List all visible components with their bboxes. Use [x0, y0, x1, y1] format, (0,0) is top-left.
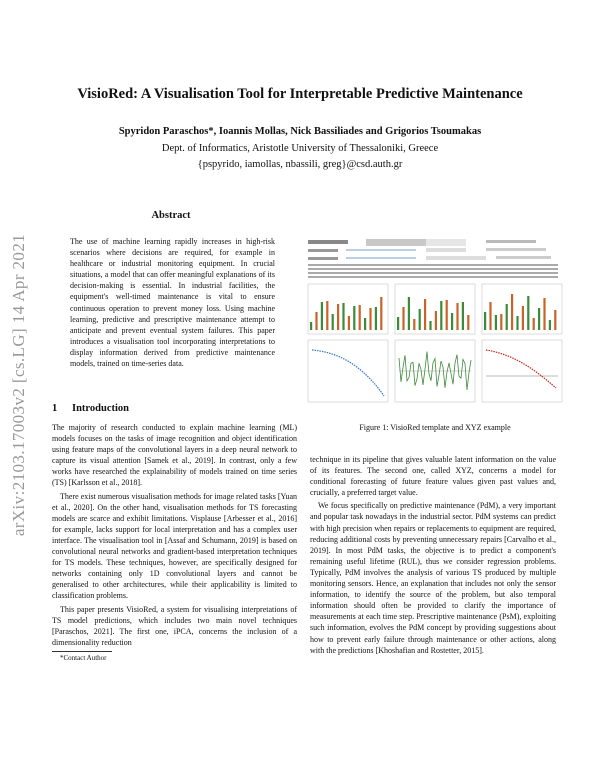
- right-column-body: [310, 454, 556, 658]
- figure-bar: [419, 309, 421, 330]
- figure-bar: [332, 314, 334, 330]
- figure-bar: [408, 297, 410, 330]
- figure-bar: [527, 296, 529, 330]
- paragraph: technique in its pipeline that gives valuable latent information on the value of its features. The second one, called XYZ, concerns a model for conditional forecasting of future feature values given past values and, crucially, a preferred target value.: [310, 455, 556, 498]
- figure-bar: [543, 298, 545, 330]
- figure-bar: [337, 304, 339, 330]
- figure-bar: [359, 305, 361, 330]
- figure-bar: [315, 312, 317, 330]
- figure-bar: [456, 303, 458, 330]
- figure-bar: [462, 302, 464, 330]
- figure-bar: [440, 301, 442, 330]
- figure-bar: [451, 313, 453, 330]
- figure-line-panels: [308, 340, 562, 402]
- figure-bar: [353, 306, 355, 330]
- abstract-text: The use of machine learning rapidly increases in high-risk scenarios where decisions are required, for example in healthcare or industrial monitoring equipment. In crucial situations, a model that can offer meaningful explanations of its decision-making is essential. In industrial facilities, the equipment's well-timed maintenance is vital to ensure continuous operation to prevent money loss. Using machine learning, predictive and prescriptive maintenance attempt to anticipate and prevent eventual system failures. This paper introduces a visualisation tool incorporating interpretations to display information derived from predictive maintenance models, trained on time-series data.: [70, 237, 275, 369]
- figure-bar: [516, 316, 518, 330]
- figure-bar: [500, 314, 502, 330]
- paragraph: There exist numerous visualisation methods for image related tasks [Yuan et al., 2020]. On the other hand, visualisation methods for TS forecasting models are scarce and exhibit limitations. Visplause [Arbesser et al., 2016] for example, lacks support for local interpretation and has a complex user interface. The visualisation tool in [Assaf and Schumann, 2019] is based on convolutional neural networks and gradient-based interpretation techniques for TS models. These techniques, however, are specifically designed for networks containing only 1D convolutional layers and cannot be generalised to other architectures, while their applicability is limited to classification problems.: [52, 491, 297, 601]
- section-title: Introduction: [72, 403, 129, 414]
- figure-bar: [364, 318, 366, 330]
- figure-bar: [554, 310, 556, 330]
- paper-affiliation: Dept. of Informatics, Aristotle University of Thessaloniki, Greece: [161, 143, 439, 154]
- figure-bar: [402, 307, 404, 330]
- paragraph: This paper presents VisioRed, a system for visualising interpretations of TS model predictions, which includes two main novel techniques [Paraschos, 2021]. The first one, iPCA, concerns the inclusion of a dimensionality reduction: [52, 604, 297, 647]
- abstract-heading: Abstract: [151, 210, 191, 221]
- figure-bar: [348, 316, 350, 330]
- figure-bar: [446, 300, 448, 330]
- figure-bar: [424, 299, 426, 330]
- figure-bar: [511, 294, 513, 330]
- figure-bar: [321, 302, 323, 330]
- figure-bar: [429, 321, 431, 330]
- figure-bar: [538, 308, 540, 330]
- figure-bar: [342, 303, 344, 330]
- figure-bar: [380, 297, 382, 330]
- paper-authors: Spyridon Paraschos*, Ioannis Mollas, Nick Bassiliades and Grigorios Tsoumakas: [118, 126, 482, 137]
- paper-title: VisioRed: A Visualisation Tool for Interpretable Predictive Maintenance: [77, 86, 523, 102]
- figure-bar: [435, 311, 437, 330]
- figure-bar: [369, 308, 371, 330]
- figure-bar-panels: [308, 284, 562, 334]
- figure-bar: [310, 322, 312, 330]
- figure-visiored: [306, 238, 564, 418]
- figure-bar: [413, 319, 415, 330]
- figure-caption: Figure 1: VisioRed template and XYZ example: [359, 423, 511, 432]
- figure-bar: [375, 307, 377, 330]
- figure-bar: [549, 320, 551, 330]
- figure-bar: [467, 315, 469, 330]
- footnote: *Contact Author: [60, 654, 107, 662]
- paragraph: We focus specifically on predictive maintenance (PdM), a very important and popular task nowadays in the industrial sector. PdM systems can predict with high precision when repairs or replacements to equipment are required, reducing additional costs by preventing unnecessary repairs [Carvalho et al., 2019]. In most PdM tasks, the objective is to predict a component's remaining useful lifetime (RUL), thus we consider regression problems. Typically, PdM involves the analysis of various TS produced by multiple monitoring sensors. Hence, an explanation that includes not only the sensor information, to identify the source of the problem, but also temporal information should often be provided to clarify the importance of measurements at each time step. Prescriptive maintenance (PsM), exploiting such information, evolves the PdM concept by providing suggestions about how to prevent early failure through maintenance or other actions, along with the predictions [Khoshafian and Rostetter, 2015].: [310, 501, 556, 655]
- paragraph: The majority of research conducted to explain machine learning (ML) models focuses on the tasks of image recognition and object identification using feature maps of the convolutional layers in a deep neural network to capture its visual attention [Samek et al., 2019]. In contrast, only a few works have researched the explainability of models trained on time series (TS) [Karlsson et al., 2018].: [52, 423, 297, 488]
- paper-emails: {pspyrido, iamollas, nbassili, greg}@csd.auth.gr: [197, 159, 403, 170]
- arxiv-id: arXiv:2103.17003v2 [cs.LG] 14 Apr 2021: [9, 233, 28, 537]
- section-number: 1: [52, 403, 58, 414]
- figure-bar: [484, 312, 486, 330]
- figure-bar: [522, 306, 524, 330]
- left-column-body: [52, 422, 297, 650]
- figure-bar: [533, 318, 535, 330]
- figure-bar: [326, 301, 328, 330]
- section-heading: [52, 403, 129, 414]
- figure-bar: [506, 304, 508, 330]
- figure-bar: [495, 315, 497, 330]
- footnote-rule: [52, 651, 112, 652]
- figure-bar: [397, 317, 399, 330]
- figure-bar: [489, 302, 491, 330]
- arxiv-sidebar: [4, 220, 34, 550]
- figure-control-panel: [308, 239, 558, 278]
